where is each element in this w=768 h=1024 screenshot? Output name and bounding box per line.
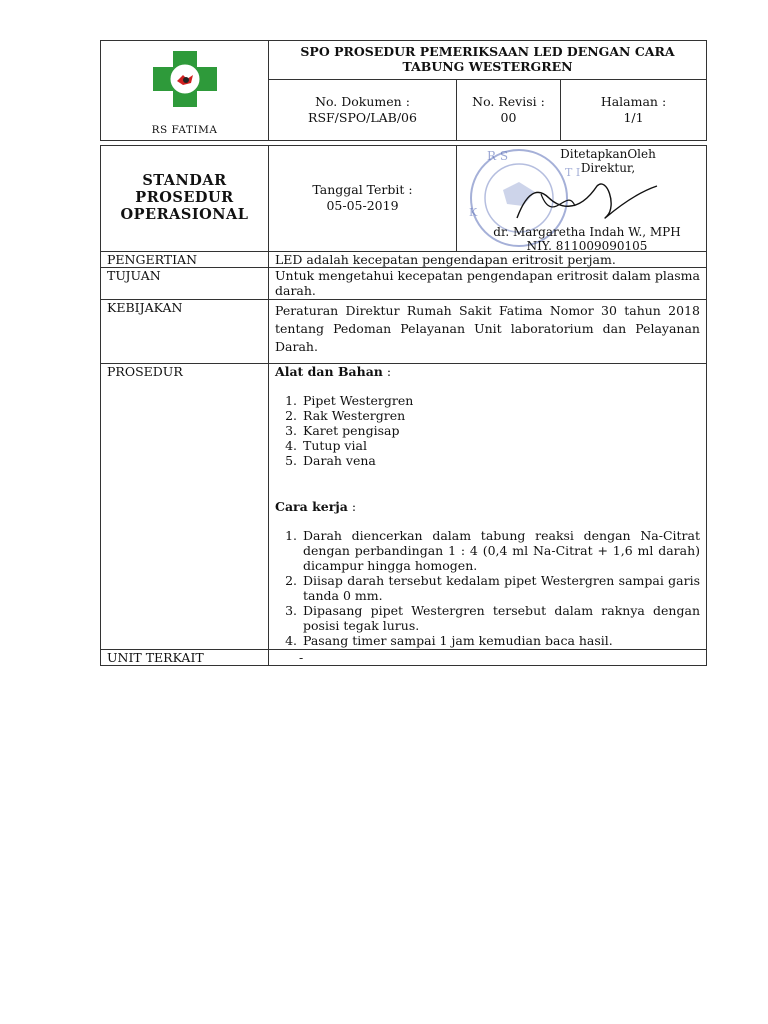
doc-number-cell bbox=[269, 80, 457, 141]
approver-position: Direktur, bbox=[580, 161, 636, 175]
kebijakan-text: Peraturan Direktur Rumah Sakit Fatima Nomor 30 tahun 2018 tentang Pedoman Pelayanan Unit laboratorium dan Pelayanan Darah. bbox=[269, 300, 707, 364]
pengertian-label: PENGERTIAN bbox=[101, 252, 269, 268]
sop-heading-line2: PROSEDUR bbox=[135, 189, 234, 206]
sop-heading-line3: OPERASIONAL bbox=[120, 206, 249, 223]
revision-label: No. Revisi : bbox=[472, 94, 545, 109]
issue-date-cell bbox=[269, 146, 457, 252]
prosedur-label: PROSEDUR bbox=[101, 364, 269, 650]
approved-by-label: DitetapkanOleh bbox=[560, 147, 656, 161]
tujuan-text: Untuk mengetahui kecepatan pengendapan eritrosit dalam plasma darah. bbox=[269, 268, 707, 300]
hospital-logo bbox=[153, 51, 217, 107]
tujuan-label: TUJUAN bbox=[101, 268, 269, 300]
alat-list bbox=[275, 393, 700, 468]
logo-cell bbox=[101, 41, 269, 141]
alat-heading: Alat dan Bahan bbox=[275, 364, 383, 379]
unit-label: UNIT TERKAIT bbox=[101, 650, 269, 666]
sop-document bbox=[100, 40, 706, 666]
page-label: Halaman : bbox=[600, 94, 667, 109]
approver-id: NIY. 811009090105 bbox=[526, 239, 648, 252]
list-item: 3. Karet pengisap bbox=[301, 423, 700, 438]
approver-identity bbox=[467, 225, 707, 252]
sop-heading bbox=[101, 146, 269, 252]
revision-cell bbox=[457, 80, 561, 141]
sop-table bbox=[100, 145, 707, 252]
approver-name: dr. Margaretha Indah W., MPH bbox=[493, 225, 681, 239]
cara-heading: Cara kerja bbox=[275, 499, 348, 514]
doc-number-value: RSF/SPO/LAB/06 bbox=[308, 110, 417, 125]
approval-heading bbox=[543, 147, 673, 175]
cara-list bbox=[275, 528, 700, 648]
list-item: 1. Pipet Westergren bbox=[301, 393, 700, 408]
list-item: 4. Tutup vial bbox=[301, 438, 700, 453]
list-item: 5. Darah vena bbox=[301, 453, 700, 468]
kebijakan-label: KEBIJAKAN bbox=[101, 300, 269, 364]
revision-value: 00 bbox=[500, 110, 517, 125]
issue-date-value: 05-05-2019 bbox=[326, 198, 399, 213]
svg-text:R S: R S bbox=[487, 149, 509, 163]
page-cell bbox=[561, 80, 707, 141]
alat-heading-colon: : bbox=[382, 364, 392, 379]
list-item: 4. Pasang timer sampai 1 jam kemudian baca hasil. bbox=[301, 633, 700, 648]
doc-number-label: No. Dokumen : bbox=[315, 94, 410, 109]
pengertian-text: LED adalah kecepatan pengendapan eritrosit perjam. bbox=[269, 252, 707, 268]
svg-text:T I: T I bbox=[565, 166, 581, 179]
header-table bbox=[100, 40, 707, 141]
prosedur-content bbox=[269, 364, 707, 650]
list-item: 2. Rak Westergren bbox=[301, 408, 700, 423]
approval-cell bbox=[457, 146, 707, 252]
issue-date-label: Tanggal Terbit : bbox=[312, 182, 413, 197]
list-item: 1. Darah diencerkan dalam tabung reaksi dengan Na-Citrat dengan perbandingan 1 : 4 (0,4 ml Na-Citrat + 1,6 ml darah) dicampur hingga homogen. bbox=[301, 528, 700, 573]
content-table bbox=[100, 251, 707, 666]
unit-text: - bbox=[269, 650, 707, 666]
hospital-name: RS FATIMA bbox=[151, 124, 218, 136]
sop-heading-line1: STANDAR bbox=[142, 172, 227, 189]
list-item: 3. Dipasang pipet Westergren tersebut dalam raknya dengan posisi tegak lurus. bbox=[301, 603, 700, 633]
list-item: 2. Diisap darah tersebut kedalam pipet Westergren sampai garis tanda 0 mm. bbox=[301, 573, 700, 603]
cara-heading-colon: : bbox=[347, 499, 357, 514]
page-value: 1/1 bbox=[623, 110, 644, 125]
svg-text:K: K bbox=[469, 206, 478, 219]
document-title: SPO PROSEDUR PEMERIKSAAN LED DENGAN CARA TABUNG WESTERGREN bbox=[269, 41, 707, 80]
